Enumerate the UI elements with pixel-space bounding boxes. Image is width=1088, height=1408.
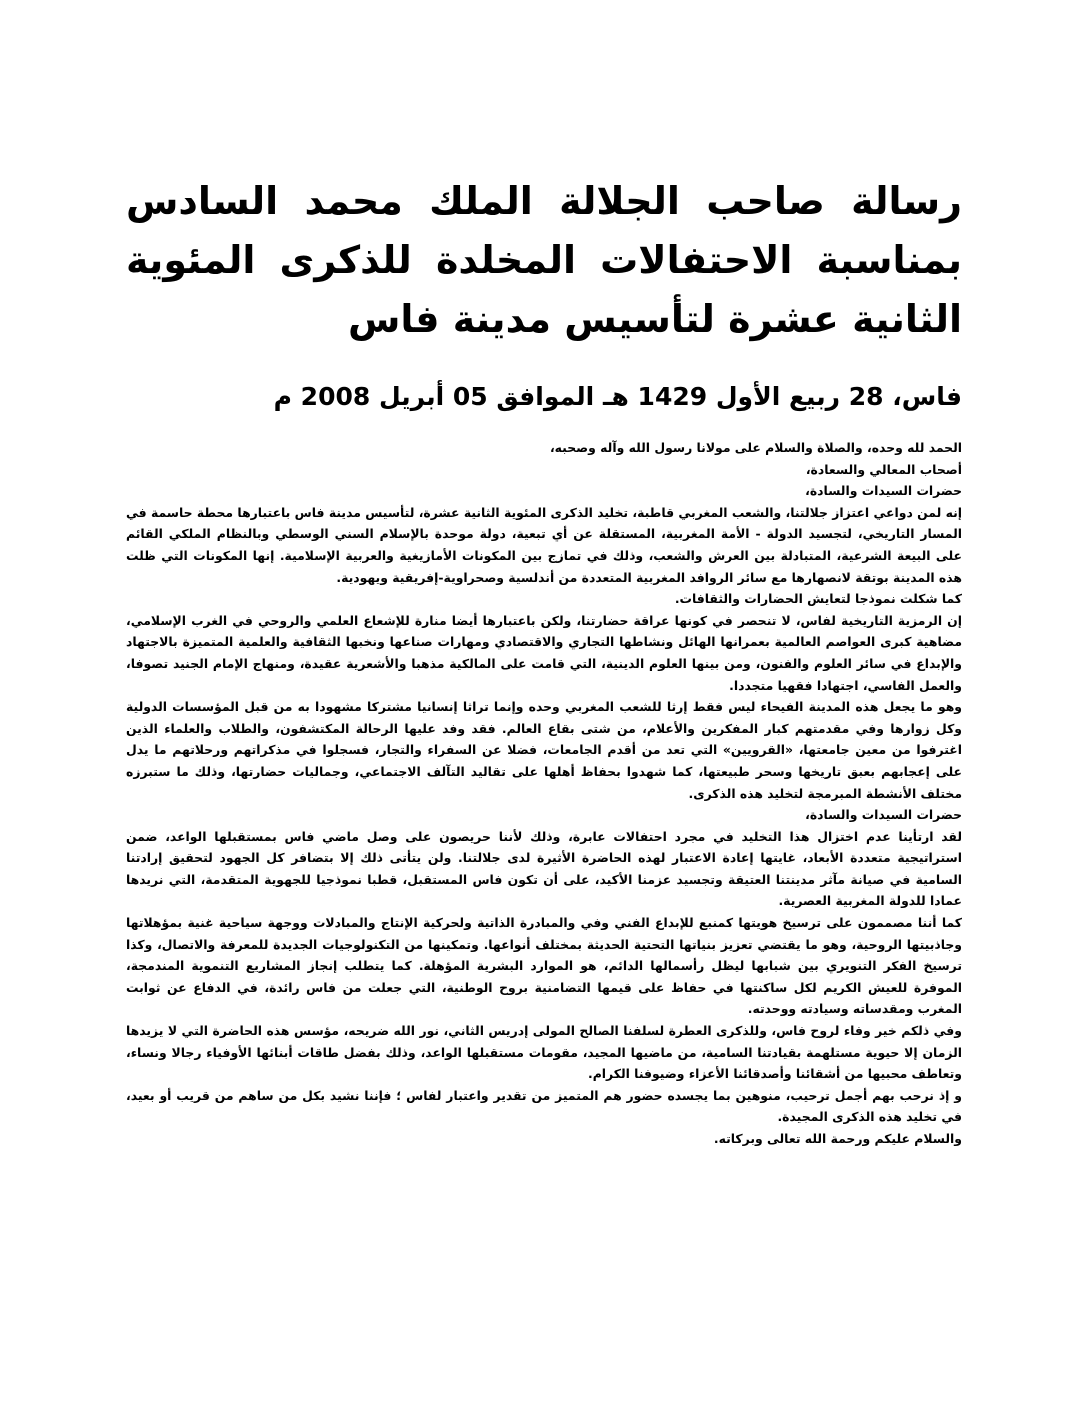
paragraph: لقد ارتأينا عدم اختزال هذا التخليد في مجرد احتفالات عابرة، وذلك لأننا حريصون على وصل ماضي فاس بمستقبلها الواعد، ضمن استراتيجية متعددة الأبعاد، غايتها إعادة الاعتبار لهذه الحاضرة الأثيرة لدى جلالتنا. ولن يتأتى ذلك إلا بتضافر كل الجهود لتحقيق إرادتنا السامية في صيانة مآثر مدينتنا العتيقة وتجسيد عزمنا الأكيد، على أن تكون فاس المستقبل، قطبا نموذجيا للجهوية المتقدمة، التي نريدها عمادا للدولة المغربية العصرية. [126,828,962,909]
document-title: رسالة صاحب الجلالة الملك محمد السادس بمناسبة الاحتفالات المخلدة للذكرى المئوية الثانية عشرة لتأسيس مدينة فاس [126,179,962,341]
paragraph: كما شكلت نموذجا لتعايش الحضارات والثقافات. [674,591,962,607]
paragraph: إن الرمزية التاريخية لفاس، لا تنحصر في كونها عراقة حضارتنا، ولكن باعتبارها أيضا منارة للإشعاع العلمي والروحي في الغرب الإسلامي، مضاهية كبرى العواصم العالمية بعمرانها الهائل ونشاطها التجاري والاقتصادي ومهارات صناعها ونخبها الثقافية والعلمية المتميزة بالاجتهاد والإبداع في سائر العلوم والفنون، ومن بينها العلوم الدينية، التي قامت على المالكية مذهبا والأشعرية عقيدة، ومنهاج الإمام الجنيد تصوفا، والعمل الفاسي، اجتهادا فقهيا متجددا. [126,612,962,693]
paragraph: وهو ما يجعل هذه المدينة الفيحاء ليس فقط إرثا للشعب المغربي وحده وإنما تراثا إنسانيا مشتركا مشهودا به من قبل المؤسسات الدولية وكل زوارها وفي مقدمتهم كبار المفكرين والأعلام، من شتى بقاع العالم. فقد وفد عليها الرحالة المكتشفون، والطلاب والعلماء الذين اغترفوا من معين جامعتها، «القرويين» التي تعد من أقدم الجامعات، فضلا عن السفراء والتجار، فسجلوا في مذكراتهم ورحلاتهم ما يدل على إعجابهم بعبق تاريخها وسحر طبيعتها، كما شهدوا بحفاظ أهلها على تقاليد التآلف الاجتماعي، وجماليات حضارتها، وذلك ما ستبرزه مختلف الأنشطة المبرمجة لتخليد هذه الذكرى. [126,699,962,801]
paragraph-address-ladies-gentlemen: حضرات السيدات والسادة، [805,483,962,499]
document-body [126,437,962,1150]
paragraph-address-ladies-gentlemen: حضرات السيدات والسادة، [805,807,962,823]
paragraph: كما أننا مصممون على ترسيخ هويتها كمنبع للإبداع الفني وفي والمبادرة الذاتية ولحركية الإنتاج والمبادلات ووجهة سياحية غنية بمؤهلاتها وجاذبيتها الروحية، وهو ما يقتضي تعزيز بنياتها التحتية الحديثة بمختلف أنواعها. وتمكينها من التكنولوجيات الجديدة للمعرفة والاتصال، وكذا ترسيخ الفكر التنويري بين شبابها ليظل رأسمالها الدائم، هو الموارد البشرية المؤهلة. كما يتطلب إنجاز المشاريع التنموية المندمجة، الموفرة للعيش الكريم لكل ساكنتها في حفاظ على قيمها التضامنية بروح الوطنية، التي جعلت من فاس رائدة، في الدفاع عن ثوابت المغرب ومقدساته وسيادته ووحدته. [126,915,962,1017]
paragraph-greeting: الحمد لله وحده، والصلاة والسلام على مولانا رسول الله وآله وصحبه، [549,440,962,455]
paragraph: وفي ذلكم خير وفاء لروح فاس، وللذكرى العطرة لسلفنا الصالح المولى إدريس الثاني، نور الله ضريحه، مؤسس هذه الحاضرة التي لا يزيدها الزمان إلا حيوية مستلهمة بقيادتنا السامية، من ماضيها المجيد، مقومات مستقبلها الواعد، وذلك بفضل طاقات أبنائها الأوفياء رجالا ونساء، وتعاطف محبيها من أشقائنا وأصدقائنا الأعزاء وضيوفنا الكرام. [126,1023,962,1082]
paragraph: و إذ نرحب بهم أجمل ترحيب، منوهين بما يجسده حضور هم المتميز من تقدير واعتبار لفاس ؛ فإننا نشيد بكل من ساهم من قريب أو بعيد، في تخليد هذه الذكرى المجيدة. [126,1087,962,1125]
paragraph-address-excellencies: أصحاب المعالي والسعادة، [805,461,962,477]
paragraph: إنه لمن دواعي اعتزاز جلالتنا، والشعب المغربي قاطبة، تخليد الذكرى المئوية الثانية عشرة، لتأسيس مدينة فاس باعتبارها محطة حاسمة في المسار التاريخي، لتجسيد الدولة - الأمة المغربية، المستقلة عن أي تبعية، دولة موحدة بالإسلام السني الوسطي وبالنظام الملكي القائم على البيعة الشرعية، المتبادلة بين العرش والشعب، وذلك في تمازج بين المكونات الأمازيغية والعربية الإسلامية. إنها المكونات التي ظلت هذه المدينة بوتقة لانصهارها مع سائر الروافد المغربية المتعددة من أندلسية وصحراوية-إفريقية ويهودية. [126,504,962,585]
document-dateline: فاس، 28 ربيع الأول 1429 هـ الموافق 05 أبريل 2008 م [273,382,962,411]
paragraph-closing: والسلام عليكم ورحمة الله تعالى وبركاته. [713,1131,962,1146]
